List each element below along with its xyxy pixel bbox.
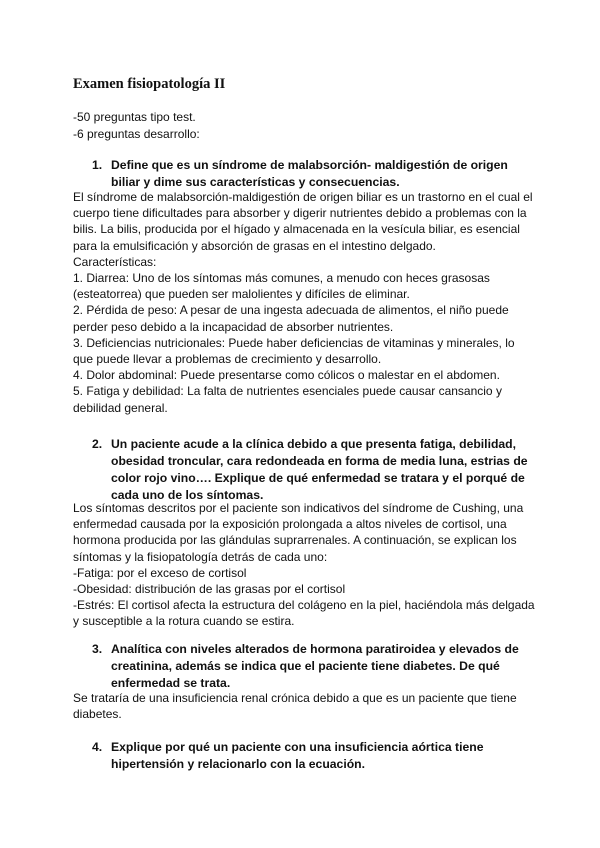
question-1 [92,157,532,191]
answer-paragraph: Se trataría de una insuficiencia renal crónica debido a que es un paciente que tiene diabetes. [73,691,517,722]
question-number: 2. [92,437,103,451]
answer-paragraph: -Estrés: El cortisol afecta la estructura del colágeno en la piel, haciéndola más delgada y susceptible a la rotura cuando se estira. [73,598,535,629]
answer-paragraph: 2. Pérdida de peso: A pesar de una ingesta adecuada de alimentos, el niño puede perder peso debido a la incapacidad de absorber nutrientes. [73,303,509,334]
document-title: Examen fisiopatología II [73,76,226,92]
answer-paragraph: -Fatiga: por el exceso de cortisol [73,565,247,580]
answer-paragraph: 5. Fatiga y debilidad: La falta de nutrientes esenciales puede causar cansancio y debilidad general. [73,384,502,415]
answer-3 [73,690,535,722]
question-number: 3. [92,642,103,656]
intro-line-test: -50 preguntas tipo test. [73,110,196,124]
question-3 [92,641,532,692]
answer-paragraph: Los síntomas descritos por el paciente son indicativos del síndrome de Cushing, una enfermedad causada por la exposición prolongada a altos niveles de cortisol, una hormona producida por las glándulas suprarrenales. A continuación, se explican los síntomas y la fisiopatología detrás de cada uno: [73,501,524,564]
question-number: 1. [92,158,103,172]
answer-paragraph: 3. Deficiencias nutricionales: Puede haber deficiencias de vitaminas y minerales, lo que puede llevar a problemas de crecimiento y desarrollo. [73,335,515,367]
question-text: Un paciente acude a la clínica debido a que presenta fatiga, debilidad, obesidad troncular, cara redondeada en forma de media luna, estrias de color rojo vino…. Explique de qué enfermedad se tratara y el porqué de cada uno de los síntomas. [111,437,528,502]
answer-paragraph: Características: [73,254,157,269]
question-text: Analítica con niveles alterados de hormona paratiroidea y elevados de creatinina, además se indica que el paciente tiene diabetes. De qué enfermedad se trata. [111,642,519,690]
question-4 [92,739,532,773]
intro-line-desarrollo: -6 preguntas desarrollo: [73,127,200,141]
answer-2 [73,500,535,630]
answer-paragraph: 4. Dolor abdominal: Puede presentarse como cólicos o malestar en el abdomen. [73,368,500,383]
answer-paragraph: 1. Diarrea: Uno de los síntomas más comunes, a menudo con heces grasosas (esteatorrea) que pueden ser malolientes y difíciles de eliminar. [73,271,490,302]
question-2 [92,436,532,504]
answer-1 [73,189,535,416]
question-text: Explique por qué un paciente con una insuficiencia aórtica tiene hipertensión y relacionarlo con la ecuación. [111,740,484,771]
exam-intro [73,109,200,143]
question-text: Define que es un síndrome de malabsorción- maldigestión de origen biliar y dime sus características y consecuencias. [111,158,508,189]
question-number: 4. [92,740,103,754]
answer-paragraph: El síndrome de malabsorción-maldigestión de origen biliar es un trastorno en el cual el cuerpo tiene dificultades para absorber y digerir nutrientes debido a problemas con la bilis. La bilis, producida por el hígado y almacenada en la vesícula biliar, es esencial para la emulsificación y absorción de grasas en el intestino delgado. [73,190,533,253]
answer-paragraph: -Obesidad: distribución de las grasas por el cortisol [73,582,346,597]
